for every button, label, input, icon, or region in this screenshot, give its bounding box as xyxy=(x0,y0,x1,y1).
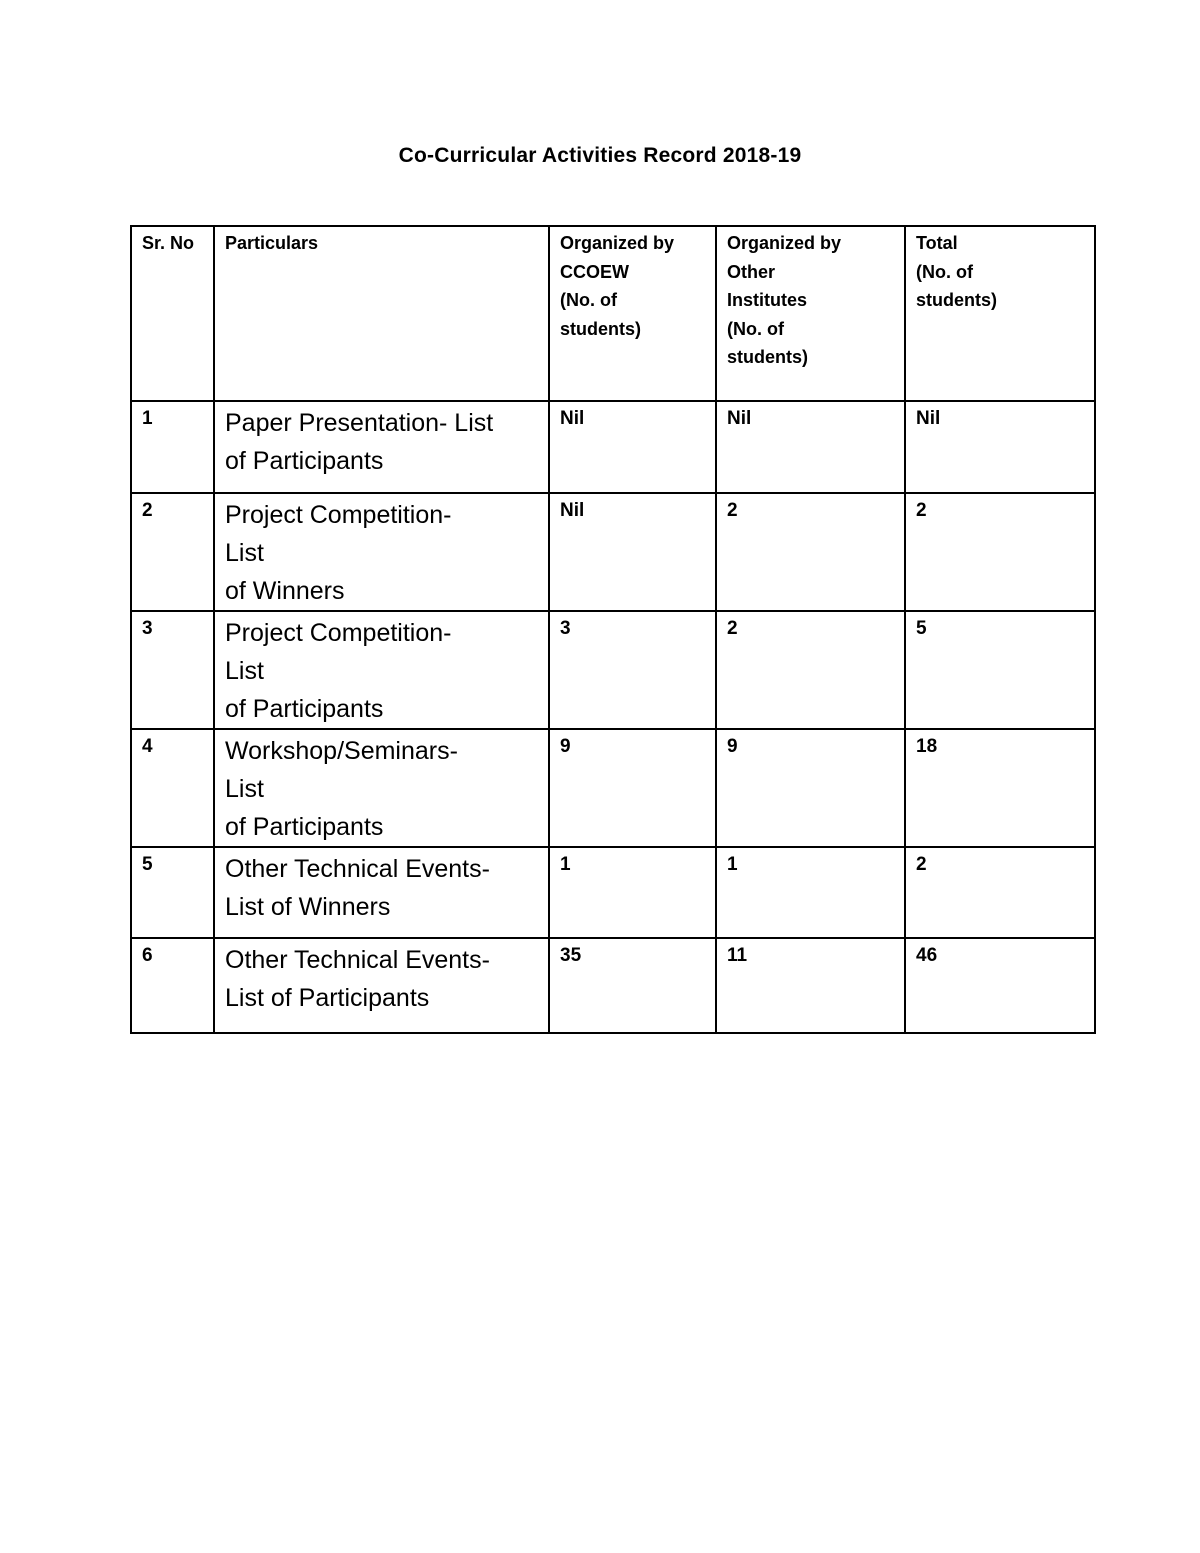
ccoew-count-cell: 9 xyxy=(549,729,716,847)
ccoew-count-cell: Nil xyxy=(549,493,716,611)
header-sr-no: Sr. No xyxy=(131,226,214,401)
particulars-cell: Project Competition- List of Winners xyxy=(214,493,549,611)
sr-no-cell: 6 xyxy=(131,938,214,1033)
other-count-cell: 1 xyxy=(716,847,905,938)
activities-table xyxy=(130,225,1096,1034)
table-row xyxy=(131,401,1095,493)
particulars-cell: Paper Presentation- List of Participants xyxy=(214,401,549,493)
sr-no-cell: 5 xyxy=(131,847,214,938)
ccoew-count-cell: Nil xyxy=(549,401,716,493)
particulars-cell: Other Technical Events- List of Participants xyxy=(214,938,549,1033)
ccoew-count-cell: 3 xyxy=(549,611,716,729)
table-row xyxy=(131,611,1095,729)
sr-no-cell: 2 xyxy=(131,493,214,611)
other-count-cell: 9 xyxy=(716,729,905,847)
other-count-cell: 2 xyxy=(716,611,905,729)
table-header-row xyxy=(131,226,1095,401)
particulars-cell: Project Competition- List of Participants xyxy=(214,611,549,729)
sr-no-cell: 4 xyxy=(131,729,214,847)
page-title: Co-Curricular Activities Record 2018-19 xyxy=(398,144,802,167)
header-organized-by-other-institutes: Organized by Other Institutes (No. of students) xyxy=(716,226,905,401)
table-row xyxy=(131,493,1095,611)
header-particulars: Particulars xyxy=(214,226,549,401)
total-count-cell: 18 xyxy=(905,729,1095,847)
total-count-cell: 46 xyxy=(905,938,1095,1033)
other-count-cell: 2 xyxy=(716,493,905,611)
other-count-cell: 11 xyxy=(716,938,905,1033)
other-count-cell: Nil xyxy=(716,401,905,493)
sr-no-cell: 1 xyxy=(131,401,214,493)
ccoew-count-cell: 1 xyxy=(549,847,716,938)
table-row xyxy=(131,938,1095,1033)
total-count-cell: 5 xyxy=(905,611,1095,729)
total-count-cell: 2 xyxy=(905,493,1095,611)
table-row xyxy=(131,847,1095,938)
header-total: Total (No. of students) xyxy=(905,226,1095,401)
particulars-cell: Workshop/Seminars- List of Participants xyxy=(214,729,549,847)
total-count-cell: 2 xyxy=(905,847,1095,938)
header-organized-by-ccoew: Organized by CCOEW (No. of students) xyxy=(549,226,716,401)
particulars-cell: Other Technical Events- List of Winners xyxy=(214,847,549,938)
ccoew-count-cell: 35 xyxy=(549,938,716,1033)
table-row xyxy=(131,729,1095,847)
total-count-cell: Nil xyxy=(905,401,1095,493)
sr-no-cell: 3 xyxy=(131,611,214,729)
